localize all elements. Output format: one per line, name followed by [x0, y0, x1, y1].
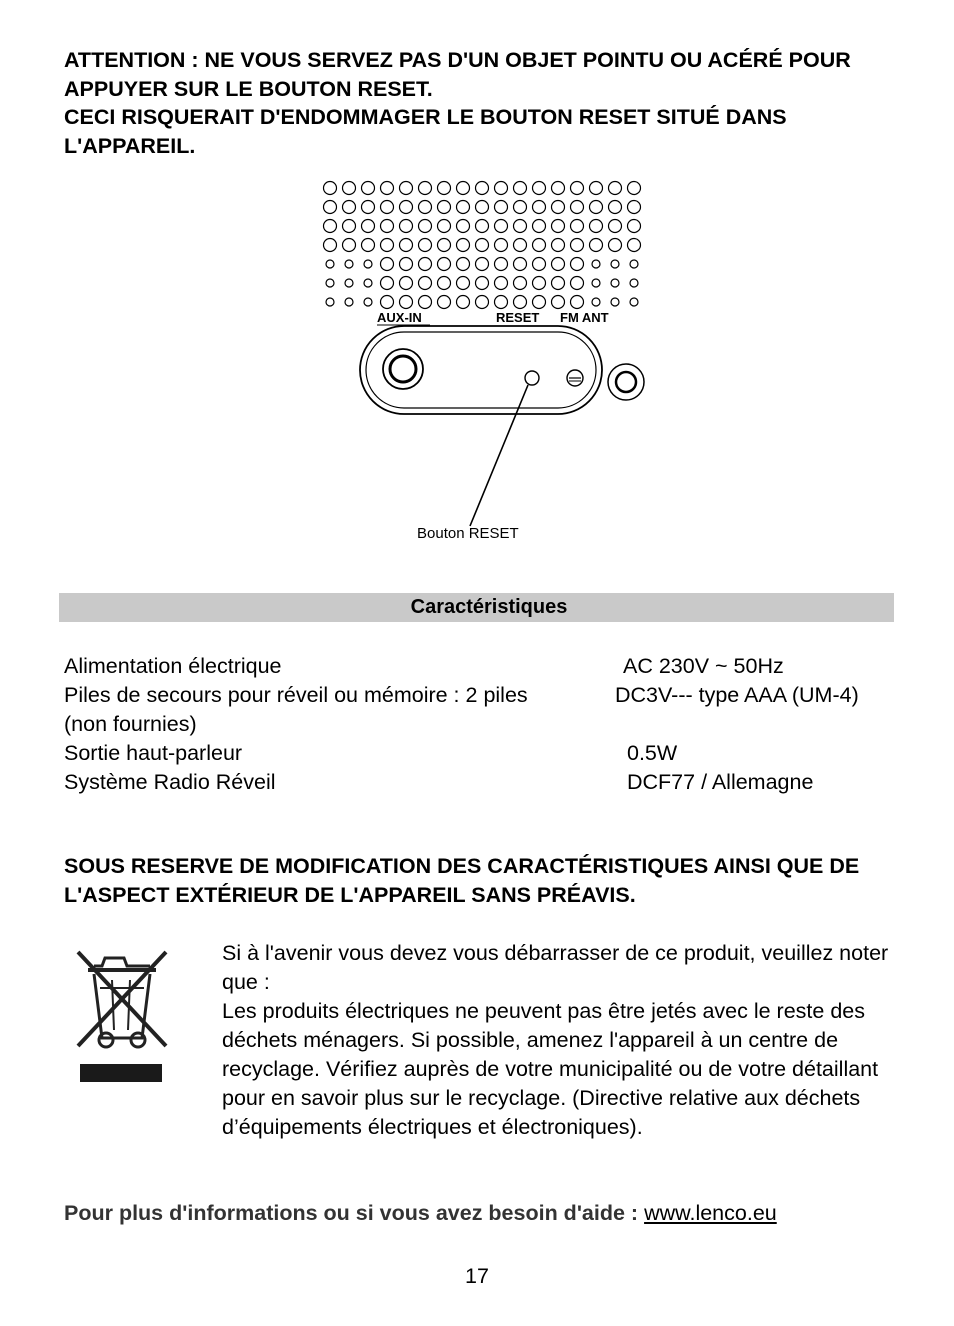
grille-hole [438, 201, 451, 214]
grille-hole [590, 220, 603, 233]
grille-hole [495, 277, 508, 290]
fm-antenna-socket [608, 364, 644, 400]
grille-hole [592, 279, 600, 287]
grille-hole [552, 220, 565, 233]
grille-hole [533, 258, 546, 271]
support-label: Pour plus d'informations ou si vous avez besoin d'aide : [64, 1201, 639, 1225]
grille-hole [400, 296, 413, 309]
grille-hole [438, 220, 451, 233]
grille-hole [400, 258, 413, 271]
grille-hole [419, 220, 432, 233]
disposal-body: Les produits électriques ne peuvent pas être jetés avec le reste des déchets ménagers. Si possible, amenez l'appareil à un centre de recyclage. Vérifiez auprès de votre municipalité ou de votre détaillant pour en savoir plus sur le recyclage. (Directive relative aux déchets d’équipements électriques et électroniques). [222, 999, 879, 1139]
grille-hole [362, 220, 375, 233]
grille-hole [476, 277, 489, 290]
grille-hole [495, 220, 508, 233]
grille-hole [457, 296, 470, 309]
grille-hole [630, 260, 638, 268]
reset-button-diagram [310, 174, 660, 554]
grille-hole [571, 277, 584, 290]
warning-block [64, 46, 904, 160]
grille-hole [457, 182, 470, 195]
grille-hole [457, 239, 470, 252]
grille-hole [381, 277, 394, 290]
grille-hole [592, 298, 600, 306]
grille-hole [552, 277, 565, 290]
spec-value: 0.5W [627, 741, 678, 765]
grille-hole [457, 277, 470, 290]
grille-hole [611, 279, 619, 287]
grille-hole [514, 258, 527, 271]
grille-hole [571, 182, 584, 195]
section-title: Caractéristiques [410, 596, 568, 618]
grille-hole [400, 201, 413, 214]
grille-hole [552, 239, 565, 252]
spec-label: Piles de secours pour réveil ou mémoire : 2 piles [64, 683, 528, 707]
weee-crossed-bin-icon [72, 946, 172, 1086]
grille-hole [609, 220, 622, 233]
grille-hole [611, 260, 619, 268]
grille-hole [630, 298, 638, 306]
grille-hole [326, 260, 334, 268]
fm-ant-label: FM ANT [560, 310, 609, 325]
grille-hole [381, 201, 394, 214]
spec-value: AC 230V ~ 50Hz [623, 654, 784, 678]
grille-hole [533, 220, 546, 233]
grille-hole [343, 239, 356, 252]
grille-hole [345, 279, 353, 287]
grille-hole [457, 220, 470, 233]
grille-hole [362, 182, 375, 195]
grille-hole [628, 239, 641, 252]
grille-hole [400, 239, 413, 252]
grille-hole [476, 258, 489, 271]
grille-hole [476, 201, 489, 214]
grille-hole [400, 277, 413, 290]
grille-hole [381, 182, 394, 195]
grille-hole [364, 279, 372, 287]
grille-hole [590, 201, 603, 214]
grille-hole [571, 296, 584, 309]
grille-hole [457, 201, 470, 214]
grille-hole [628, 182, 641, 195]
grille-hole [514, 296, 527, 309]
grille-hole [419, 201, 432, 214]
grille-hole [571, 258, 584, 271]
grille-hole [552, 296, 565, 309]
grille-hole [495, 258, 508, 271]
aux-in-jack-hole [390, 356, 416, 382]
grille-hole [324, 182, 337, 195]
page-number: 17 [465, 1264, 489, 1288]
grille-hole [514, 182, 527, 195]
grille-hole [324, 201, 337, 214]
grille-hole [609, 239, 622, 252]
grille-hole [419, 296, 432, 309]
aux-in-label: AUX-IN [377, 310, 422, 325]
grille-hole [552, 258, 565, 271]
grille-hole [343, 201, 356, 214]
spec-value: DC3V--- type AAA (UM-4) [615, 683, 859, 707]
grille-hole [419, 239, 432, 252]
grille-hole [552, 201, 565, 214]
grille-hole [400, 182, 413, 195]
grille-hole [381, 239, 394, 252]
reset-callout-label: Bouton RESET [417, 525, 519, 542]
grille-hole [533, 277, 546, 290]
grille-hole [476, 220, 489, 233]
grille-hole [533, 182, 546, 195]
grille-hole [571, 239, 584, 252]
grille-hole [345, 260, 353, 268]
grille-hole [495, 239, 508, 252]
grille-hole [476, 182, 489, 195]
grille-hole [628, 201, 641, 214]
grille-hole [364, 298, 372, 306]
grille-hole [324, 239, 337, 252]
grille-hole [419, 258, 432, 271]
disposal-intro: Si à l'avenir vous devez vous débarrasser de ce produit, veuillez noter que : [222, 941, 889, 994]
grille-hole [592, 260, 600, 268]
callout-leader-line [470, 385, 528, 526]
grille-hole [345, 298, 353, 306]
grille-hole [400, 220, 413, 233]
grille-hole [419, 277, 432, 290]
grille-hole [609, 201, 622, 214]
grille-hole [326, 279, 334, 287]
grille-hole [609, 182, 622, 195]
grille-hole [419, 182, 432, 195]
grille-hole [571, 220, 584, 233]
grille-hole [438, 239, 451, 252]
warning-line-2: CECI RISQUERAIT D'ENDOMMAGER LE BOUTON RESET SITUÉ DANS L'APPAREIL. [64, 105, 787, 158]
grille-hole [343, 220, 356, 233]
support-link[interactable]: www.lenco.eu [644, 1201, 777, 1225]
grille-hole [552, 182, 565, 195]
grille-hole [590, 182, 603, 195]
grille-hole [533, 201, 546, 214]
grille-hole [438, 277, 451, 290]
grille-hole [611, 298, 619, 306]
grille-hole [495, 201, 508, 214]
grille-hole [343, 182, 356, 195]
grille-hole [438, 258, 451, 271]
grille-hole [514, 220, 527, 233]
support-footer [64, 1199, 924, 1228]
grille-hole [476, 239, 489, 252]
grille-hole [326, 298, 334, 306]
grille-hole [495, 296, 508, 309]
panel-inner [366, 332, 596, 408]
spec-label: Sortie haut-parleur [64, 741, 243, 765]
grille-hole [571, 201, 584, 214]
grille-hole [476, 296, 489, 309]
grille-hole [362, 239, 375, 252]
reset-hole [525, 371, 539, 385]
grille-hole [381, 258, 394, 271]
grille-hole [381, 296, 394, 309]
grille-hole [630, 279, 638, 287]
grille-hole [324, 220, 337, 233]
grille-hole [514, 201, 527, 214]
warning-line-1: ATTENTION : NE VOUS SERVEZ PAS D'UN OBJET POINTU OU ACÉRÉ POUR APPUYER SUR LE BOUTON RESET. [64, 48, 851, 101]
modification-notice: SOUS RESERVE DE MODIFICATION DES CARACTÉRISTIQUES AINSI QUE DE L'ASPECT EXTÉRIEUR DE L'APPAREIL SANS PRÉAVIS. [64, 854, 860, 907]
grille-hole [533, 296, 546, 309]
panel-outer [360, 326, 602, 414]
grille-hole [438, 182, 451, 195]
spec-value: DCF77 / Allemagne [627, 770, 814, 794]
grille-hole [364, 260, 372, 268]
grille-hole [628, 220, 641, 233]
grille-hole [533, 239, 546, 252]
reset-label: RESET [496, 310, 540, 325]
spec-label: (non fournies) [64, 712, 197, 736]
fm-antenna-socket-inner [616, 372, 636, 392]
grille-hole [514, 277, 527, 290]
spec-label: Alimentation électrique [64, 654, 282, 678]
grille-hole [495, 182, 508, 195]
grille-hole [381, 220, 394, 233]
disposal-text [222, 939, 902, 1142]
grille-hole [514, 239, 527, 252]
spec-label: Système Radio Réveil [64, 770, 276, 794]
section-header-bar [59, 593, 894, 622]
speaker-grille [324, 182, 641, 309]
grille-hole [590, 239, 603, 252]
grille-hole [457, 258, 470, 271]
grille-hole [438, 296, 451, 309]
grille-hole [362, 201, 375, 214]
